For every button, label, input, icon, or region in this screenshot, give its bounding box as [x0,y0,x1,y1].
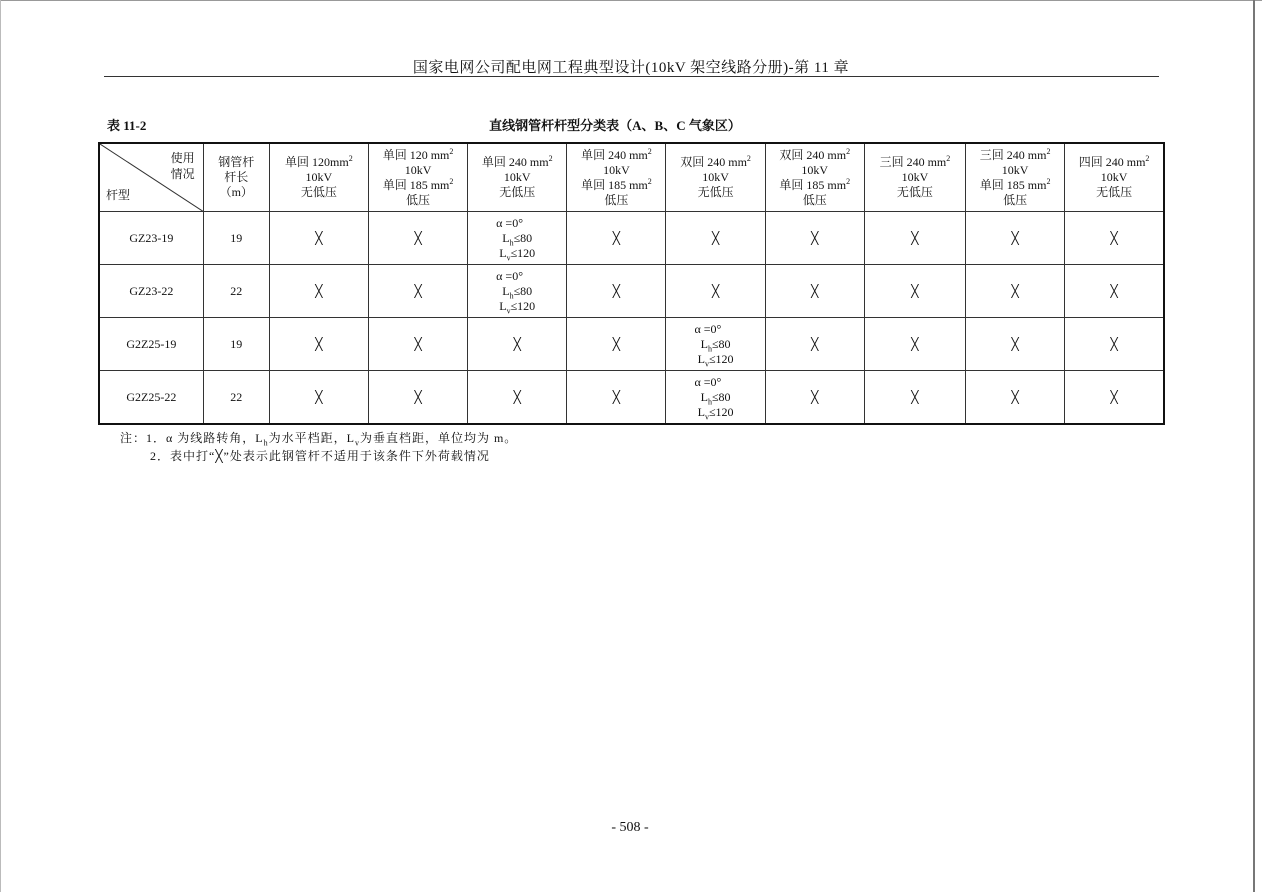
header-divider [104,76,1159,77]
pole-type-cell: G2Z25-22 [99,371,203,425]
page-number: - 508 - [611,820,649,835]
column-header: 单回 $120mm^2$ 10kV 无低压 [269,143,368,212]
not-applicable-mark: ╳ [1065,371,1164,425]
not-applicable-mark: ╳ [368,371,467,425]
condition-cell: α =0° $L_h\le 80$ $L_v\le 120$ [468,265,567,318]
document-header-title: 国家电网公司配电网工程典型设计(10kV 架空线路分册)-第 11 章 [412,60,850,76]
table-number: 表 11-2 [107,118,147,133]
not-applicable-mark: ╳ [269,265,368,318]
note-1: 注：1．α 为线路转角，$L_h$为水平档距，$L_v$为垂直档距，单位均为 m。 [120,431,518,448]
not-applicable-mark: ╳ [567,318,666,371]
not-applicable-mark: ╳ [864,212,965,265]
column-header: 单回 240 $mm^2$ 10kV 无低压 [468,143,567,212]
pole-type-cell: G2Z25-19 [99,318,203,371]
table-title: 直线钢管杆杆型分类表（A、B、C 气象区） [489,118,741,133]
not-applicable-mark: ╳ [765,318,864,371]
column-header: 三回 240 $mm^2$ 10kV 单回 185 $mm^2$ 低压 [966,143,1065,212]
column-header: 四回 240 $mm^2$ 10kV 无低压 [1065,143,1164,212]
table-notes [120,429,517,465]
condition-cell: α =0° $L_h\le 80$ $L_v\le 120$ [666,371,765,425]
table-header-row [99,143,1164,212]
not-applicable-mark: ╳ [864,318,965,371]
not-applicable-mark: ╳ [666,265,765,318]
not-applicable-mark: ╳ [666,212,765,265]
not-applicable-mark: ╳ [966,265,1065,318]
table-row [99,212,1164,265]
condition-cell: α =0° $L_h\le 80$ $L_v\le 120$ [666,318,765,371]
corner-header-cell [99,143,203,212]
column-header: 三回 240 $mm^2$ 10kV 无低压 [864,143,965,212]
page-top-border [0,0,1262,1]
not-applicable-mark: ╳ [765,371,864,425]
pole-length-cell: 22 [203,265,269,318]
not-applicable-mark: ╳ [567,265,666,318]
column-header: 单回 240 $mm^2$ 10kV 单回 185 $mm^2$ 低压 [567,143,666,212]
not-applicable-mark: ╳ [368,318,467,371]
table-row [99,318,1164,371]
page-left-border [0,0,1,892]
not-applicable-mark: ╳ [1065,265,1164,318]
pole-type-cell: GZ23-19 [99,212,203,265]
pole-length-cell: 19 [203,318,269,371]
not-applicable-mark: ╳ [269,212,368,265]
not-applicable-mark: ╳ [269,371,368,425]
not-applicable-mark: ╳ [864,265,965,318]
pole-length-header: 钢管杆 杆长 （m） [203,143,269,212]
not-applicable-mark: ╳ [567,371,666,425]
not-applicable-mark: ╳ [966,371,1065,425]
pole-type-cell: GZ23-22 [99,265,203,318]
not-applicable-mark: ╳ [765,212,864,265]
pole-length-cell: 22 [203,371,269,425]
column-header: 双回 240 $mm^2$ 10kV 单回 185 $mm^2$ 低压 [765,143,864,212]
column-header: 单回 120 $mm^2$ 10kV 单回 185 $mm^2$ 低压 [368,143,467,212]
not-applicable-mark: ╳ [966,318,1065,371]
not-applicable-mark: ╳ [368,212,467,265]
table-row [99,371,1164,425]
not-applicable-mark: ╳ [269,318,368,371]
condition-cell: α =0° $L_h\le 80$ $L_v\le 120$ [468,212,567,265]
table-row [99,265,1164,318]
not-applicable-mark: ╳ [765,265,864,318]
not-applicable-mark: ╳ [368,265,467,318]
corner-pole-type-label: 杆型 [106,188,131,202]
not-applicable-mark: ╳ [966,212,1065,265]
not-applicable-mark: ╳ [567,212,666,265]
not-applicable-mark: ╳ [468,318,567,371]
column-header: 双回 240 $mm^2$ 10kV 无低压 [666,143,765,212]
not-applicable-mark: ╳ [1065,212,1164,265]
not-applicable-mark: ╳ [1065,318,1164,371]
pole-classification-table [98,142,1165,425]
not-applicable-mark: ╳ [864,371,965,425]
corner-usage-label: 使用 情况 [170,151,195,181]
not-applicable-mark: ╳ [468,371,567,425]
page-right-border [1253,0,1255,892]
pole-length-cell: 19 [203,212,269,265]
note-2: 2．表中打“╳”处表示此钢管杆不适用于该条件下外荷载情况 [150,449,490,463]
